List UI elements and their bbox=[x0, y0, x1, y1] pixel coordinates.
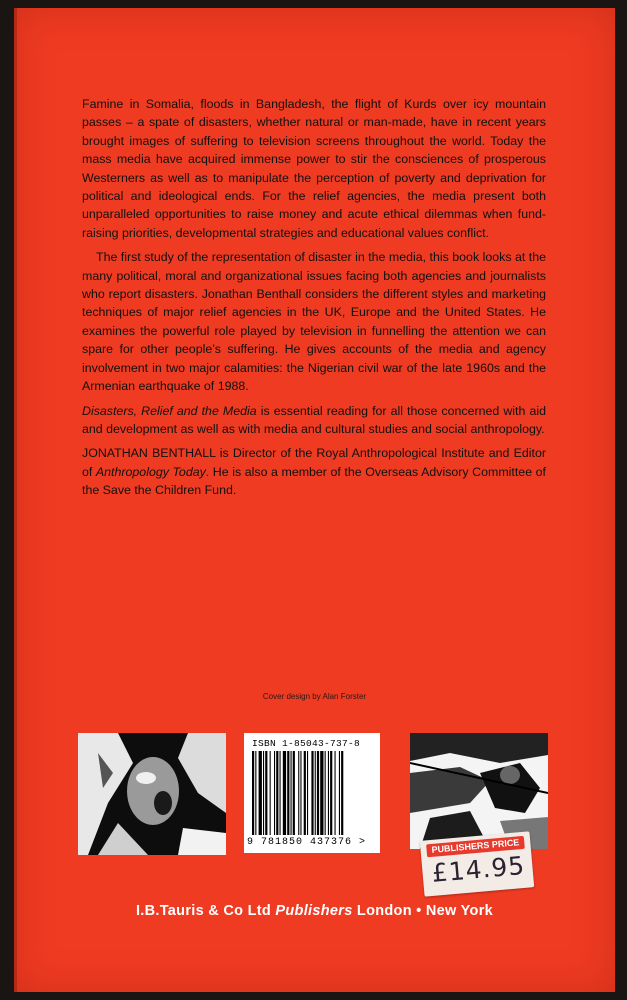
photo-left bbox=[78, 733, 226, 855]
blurb-paragraph-1: Famine in Somalia, floods in Bangladesh, the flight of Kurds over icy mountain passes – a spate of disasters, whether natural or man-made, have in recent years brought images of suffering to television screens throughout the world. Today the mass media have acquired immense power to stir the consciences of prosperous Westerners as well as to manipulate the perception of poverty and deprivation for political and ideological ends. For the relief agencies, the media present both unparalleled opportunities to raise money and acute ethical dilemmas when fund-raising priorities, developmental strategies and educational values conflict. bbox=[82, 97, 546, 240]
publisher-cities: London • New York bbox=[356, 903, 494, 919]
price-value: £14.95 bbox=[430, 850, 527, 888]
blurb-text bbox=[82, 95, 546, 506]
publisher-name: I.B.Tauris & Co Ltd bbox=[135, 903, 272, 919]
publisher-imprint bbox=[14, 903, 615, 919]
blurb-paragraph-3-text: is essential reading for all those concerned with aid and development as well as with media and cultural studies and social anthropology. bbox=[82, 403, 546, 436]
book-back-cover bbox=[14, 8, 615, 992]
book-title: Disasters, Relief and the Media bbox=[82, 403, 257, 418]
cover-credit: Cover design by Alan Forster bbox=[262, 692, 367, 701]
blurb-paragraph-2: The first study of the representation of disaster in the media, this book looks at the many political, moral and organizational issues facing both agencies and journalists who report disasters. Jonathan Benthall considers the different styles and marketing techniques of major relief agencies in the UK, Europe and the United States. He examines the powerful role played by television in funnelling the attention we can spare for other people’s suffering. He gives accounts of the media and agency involvement in two major calamities: the Nigerian civil war of the late 1960s and the Armenian earthquake of 1988. bbox=[82, 250, 546, 394]
barcode-graphic bbox=[244, 733, 380, 853]
author-bio bbox=[82, 444, 546, 499]
author-bio-start: JONATHAN BENTHALL is Director of the Royal Anthropological Institute and Editor of bbox=[82, 446, 546, 479]
price-sticker bbox=[420, 831, 534, 896]
barcode-panel bbox=[244, 733, 380, 853]
journal-title: Anthropology Today bbox=[95, 464, 206, 479]
ean-number: 9 781850 437376 > bbox=[247, 837, 367, 848]
blurb-paragraph-3 bbox=[82, 402, 546, 439]
isbn-number: ISBN 1-85043-737-8 bbox=[252, 738, 361, 749]
author-bio-end: . He is also a member of the Overseas Advisory Committee of the Save the Children Fund. bbox=[82, 464, 546, 498]
publishers-word: Publishers bbox=[275, 903, 353, 919]
spine-edge bbox=[14, 8, 17, 992]
price-sticker-label: PUBLISHERS PRICE bbox=[426, 836, 525, 857]
